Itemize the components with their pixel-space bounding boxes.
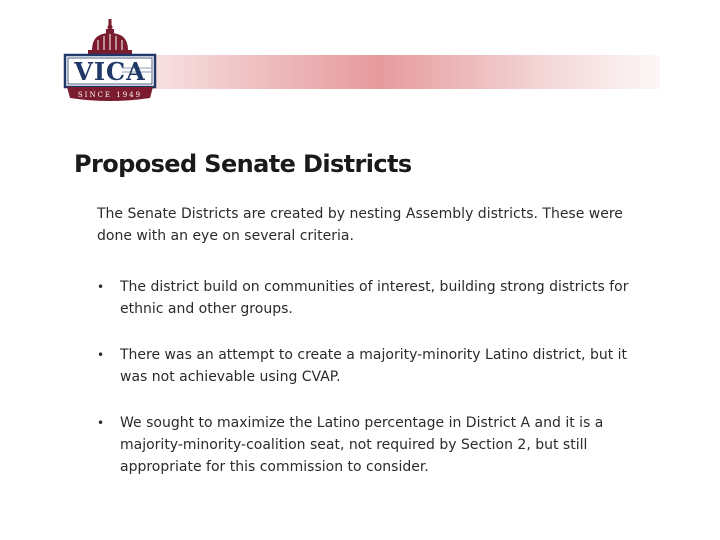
slide-title: Proposed Senate Districts (74, 150, 412, 178)
list-item (97, 276, 657, 320)
bullet-icon: • (97, 280, 105, 294)
list-item (97, 344, 657, 388)
logo-text: VICA (74, 57, 146, 86)
header-banner (148, 55, 660, 89)
logo-tagline: SINCE 1949 (77, 91, 143, 99)
bullet-text: The district build on communities of interest, building strong districts for ethnic and other groups. (120, 279, 629, 317)
criteria-list (97, 276, 657, 478)
bullet-icon: • (97, 348, 105, 362)
intro-paragraph: The Senate Districts are created by nesting Assembly districts. These were done with an eye on several criteria. (97, 206, 623, 244)
bullet-icon: • (97, 416, 105, 430)
vica-capitol-logo-icon (62, 18, 158, 104)
list-item (97, 412, 657, 478)
capitol-dome-icon (88, 19, 132, 54)
bullet-text: There was an attempt to create a majority-minority Latino district, but it was not achievable using CVAP. (120, 347, 628, 385)
bullet-text: We sought to maximize the Latino percentage in District A and it is a majority-minority-coalition seat, not required by Section 2, but still appropriate for this commission to consider. (120, 415, 604, 475)
